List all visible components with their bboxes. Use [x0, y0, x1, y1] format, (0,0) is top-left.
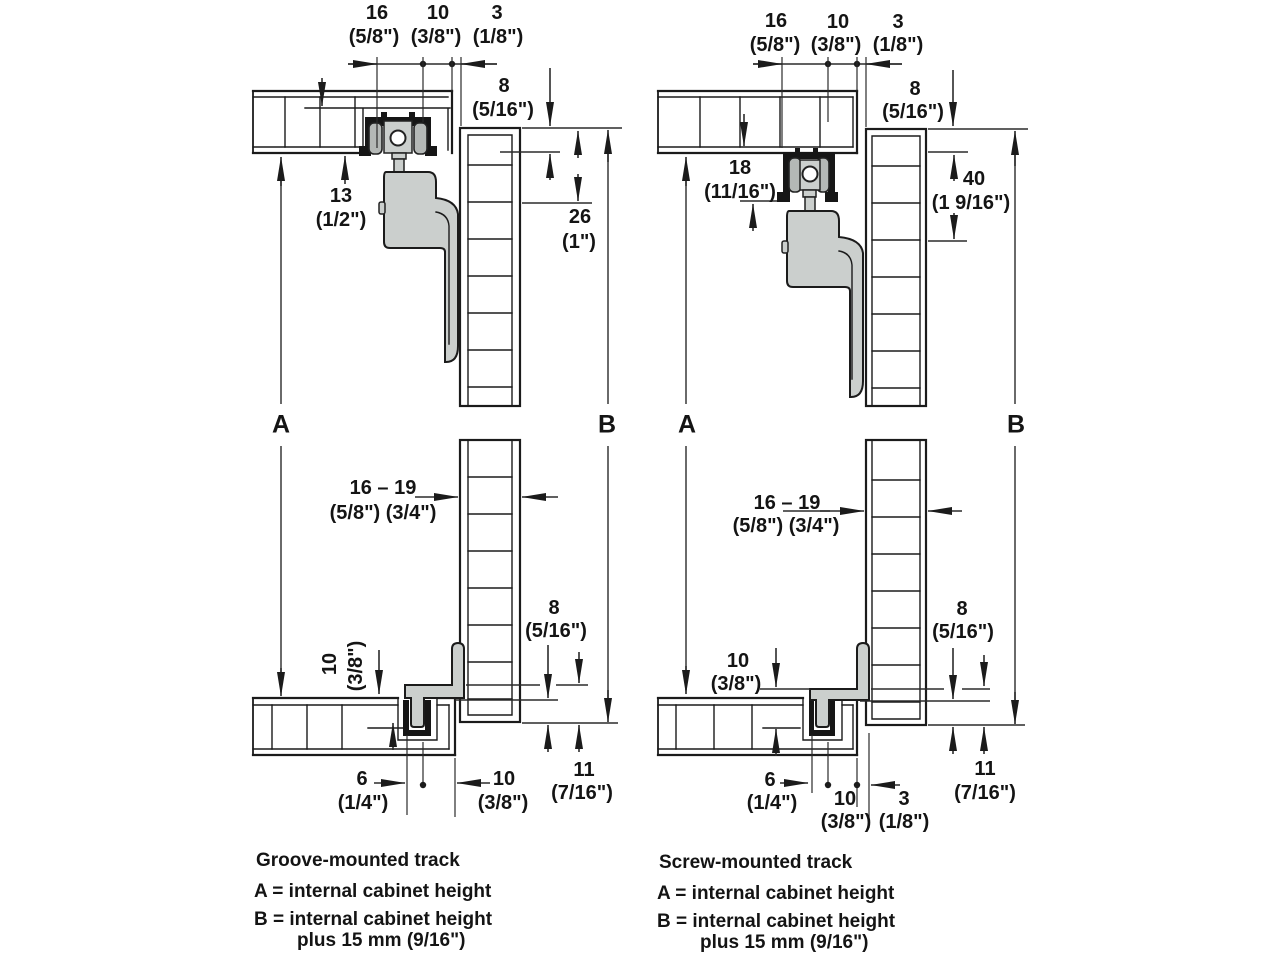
roller-wheel	[414, 123, 427, 154]
screw-legend-b: B = internal cabinet height	[657, 911, 896, 932]
dim-8-mid-label: 8	[548, 597, 560, 619]
dim-13-inch: (1/2")	[315, 209, 367, 231]
dim-3-top-label: 3	[892, 11, 904, 33]
dim-16-19-inch: (5/8") (3/4")	[732, 515, 840, 537]
dim-6-label: 6	[356, 768, 368, 790]
dim-16-19-label: 16 – 19	[753, 492, 821, 514]
dim-6-inch: (1/4")	[337, 792, 389, 814]
groove-door-panel	[460, 128, 520, 722]
dim-10-mid-inch: (3/8")	[710, 673, 762, 695]
groove-roller-carriage	[359, 112, 437, 173]
dim-10-mid-label: 10	[726, 650, 750, 672]
dim-8-mid-label: 8	[956, 598, 968, 620]
groove-title: Groove-mounted track	[256, 850, 460, 871]
dim-10-bot-label: 10	[833, 788, 857, 810]
dim-3-top-inch: (1/8")	[872, 34, 924, 56]
screw-door-panel	[866, 129, 926, 725]
dim-8-top-label: 8	[498, 75, 510, 97]
dim-8-top-inch: (5/16")	[472, 99, 534, 121]
groove-legend-b2: plus 15 mm (9/16")	[297, 930, 466, 951]
label-a: A	[677, 410, 697, 439]
pivot-hole	[391, 131, 406, 146]
dim-10-bot-inch: (3/8")	[820, 811, 872, 833]
dim-10-top-label: 10	[826, 11, 850, 33]
dim-6-inch: (1/4")	[746, 792, 798, 814]
dim-26-inch: (1")	[562, 231, 596, 253]
dim-10-mid-inch: (3/8")	[345, 640, 367, 692]
screw-legend-b2: plus 15 mm (9/16")	[700, 932, 869, 953]
dim-8-mid-inch: (5/16")	[525, 620, 587, 642]
dim-16-label: 16	[764, 10, 788, 32]
label-a: A	[271, 410, 291, 439]
dim-10-top-inch: (3/8")	[410, 26, 462, 48]
dim-11-label: 11	[573, 759, 595, 781]
dim-18-label: 18	[728, 157, 752, 179]
roller-wheel	[789, 158, 801, 192]
dim-8-top-inch: (5/16")	[882, 101, 944, 123]
dim-16-19-inch: (5/8") (3/4")	[329, 502, 437, 524]
pivot-hole	[803, 167, 818, 182]
dim-6-label: 6	[764, 769, 776, 791]
dim-16-inch: (5/8")	[749, 34, 801, 56]
groove-hanger-bracket	[379, 172, 458, 362]
dim-11-inch: (7/16")	[954, 782, 1016, 804]
screw-top-panel	[658, 91, 857, 153]
dim-3-top-inch: (1/8")	[472, 26, 524, 48]
dim-16-19-label: 16 – 19	[349, 477, 417, 499]
dim-11-inch: (7/16")	[551, 782, 613, 804]
dim-3-top-label: 3	[491, 2, 503, 24]
screw-title: Screw-mounted track	[659, 852, 853, 873]
label-b: B	[597, 410, 617, 439]
roller-wheel	[369, 123, 382, 154]
groove-dimensions	[281, 57, 622, 817]
dim-40-inch: (1 9/16")	[931, 192, 1011, 214]
groove-legend-b: B = internal cabinet height	[254, 909, 493, 930]
dim-11-label: 11	[974, 758, 996, 780]
dim-16-label: 16	[365, 2, 389, 24]
dim-13-label: 13	[329, 185, 353, 207]
screw-legend-a: A = internal cabinet height	[657, 883, 895, 904]
dim-18-inch: (11/16")	[704, 181, 776, 203]
dim-8-top-label: 8	[909, 78, 921, 100]
dim-40-label: 40	[962, 168, 986, 190]
screw-bottom-guide	[810, 643, 869, 727]
dim-8-mid-inch: (5/16")	[932, 621, 994, 643]
groove-legend-a: A = internal cabinet height	[254, 881, 492, 902]
dim-16-inch: (5/8")	[348, 26, 400, 48]
label-b: B	[1006, 410, 1026, 439]
dim-10-bot-inch: (3/8")	[477, 792, 529, 814]
groove-diagram-drawing	[253, 57, 622, 817]
dim-10-top-inch: (3/8")	[810, 34, 862, 56]
dim-10-mid-label: 10	[319, 652, 341, 676]
dim-3-bot-inch: (1/8")	[878, 811, 930, 833]
screw-hanger-bracket	[782, 211, 863, 397]
dim-3-bot-label: 3	[898, 788, 910, 810]
dim-10-bot-label: 10	[492, 768, 516, 790]
dim-10-top-label: 10	[426, 2, 450, 24]
dim-26-label: 26	[568, 206, 592, 228]
screw-roller-carriage	[777, 148, 838, 211]
